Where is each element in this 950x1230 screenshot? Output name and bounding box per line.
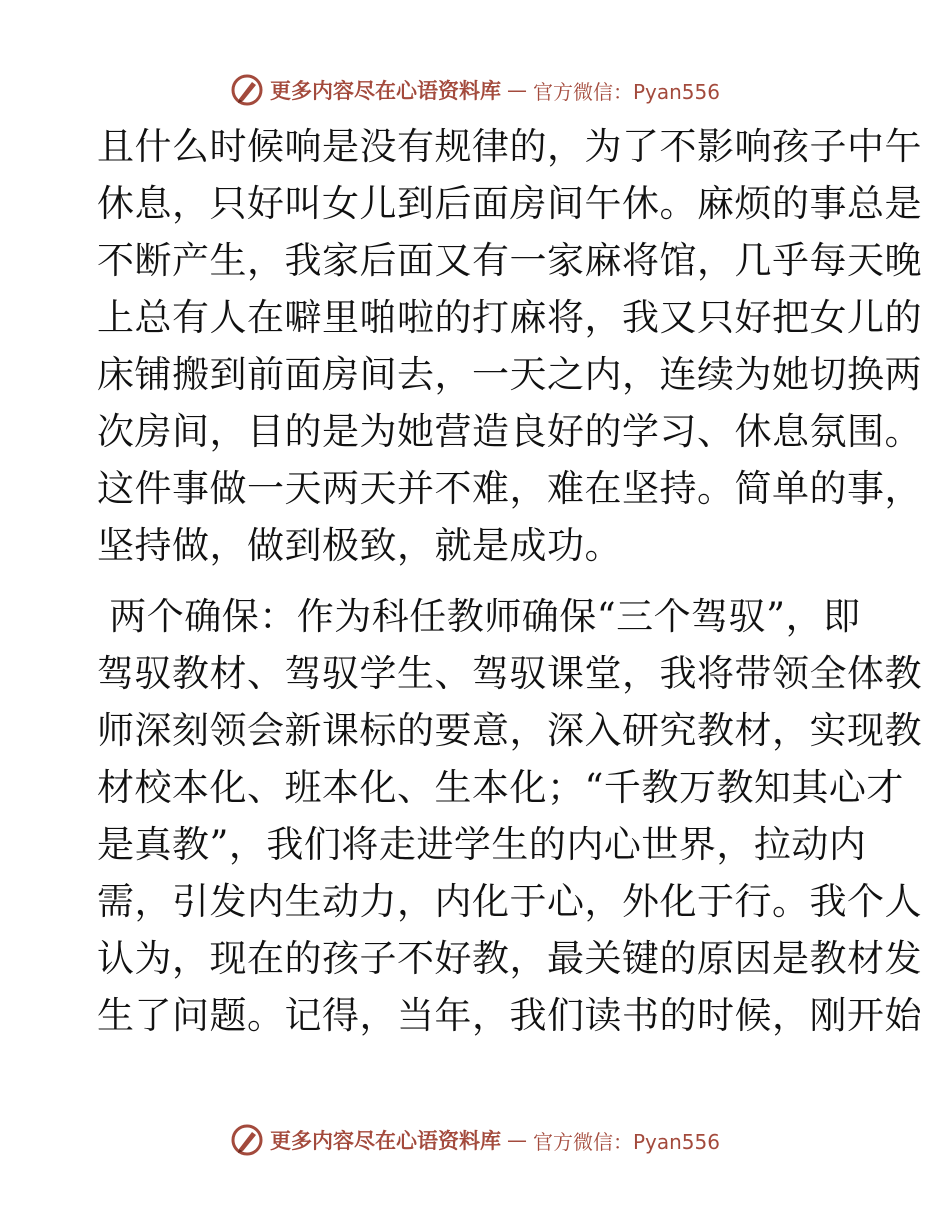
text-line: 两个确保：作为科任教师确保“三个驾驭”，即 — [97, 595, 861, 638]
footer-separator: — — [506, 1128, 527, 1152]
pen-logo-icon — [230, 73, 264, 107]
text-line: 且什么时候响是没有规律的，为了不影响孩子中午 — [97, 125, 922, 168]
text-line: 师深刻领会新课标的要意，深入研究教材，实现教 — [97, 709, 922, 752]
footer-banner — [0, 1120, 950, 1160]
text-line: 生了问题。记得，当年，我们读书的时候，刚开始 — [97, 994, 922, 1037]
text-line: 是真教”，我们将走进学生的内心世界，拉动内 — [97, 823, 867, 866]
text-line: 材校本化、班本化、生本化；“千教万教知其心才 — [97, 766, 904, 809]
text-line: 驾驭教材、驾驭学生、驾驭课堂，我将带领全体教 — [97, 652, 922, 695]
text-line: 休息，只好叫女儿到后面房间午休。麻烦的事总是 — [97, 182, 922, 225]
header-wechat: 官方微信：Pyan556 — [532, 79, 720, 104]
header-banner — [0, 70, 950, 110]
text-line: 需，引发内生动力，内化于心，外化于行。我个人 — [97, 880, 922, 923]
document-body — [97, 118, 922, 1044]
paragraph — [97, 118, 922, 574]
footer-wechat: 官方微信：Pyan556 — [532, 1129, 720, 1154]
pen-logo-icon — [230, 1123, 264, 1157]
text-line: 不断产生，我家后面又有一家麻将馆，几乎每天晚 — [97, 239, 922, 282]
text-line: 上总有人在噼里啪啦的打麻将，我又只好把女儿的 — [97, 296, 922, 339]
text-line: 次房间，目的是为她营造良好的学习、休息氛围。 — [97, 410, 922, 453]
header-separator: — — [506, 78, 527, 102]
paragraph — [97, 588, 922, 1044]
footer-brand: 更多内容尽在心语资料库 — [269, 1128, 501, 1153]
text-line: 认为，现在的孩子不好教，最关键的原因是教材发 — [97, 937, 922, 980]
text-line: 这件事做一天两天并不难，难在坚持。简单的事， — [97, 467, 922, 510]
text-line: 床铺搬到前面房间去，一天之内，连续为她切换两 — [97, 353, 922, 396]
header-brand: 更多内容尽在心语资料库 — [269, 78, 501, 103]
text-line: 坚持做，做到极致，就是成功。 — [97, 524, 622, 567]
